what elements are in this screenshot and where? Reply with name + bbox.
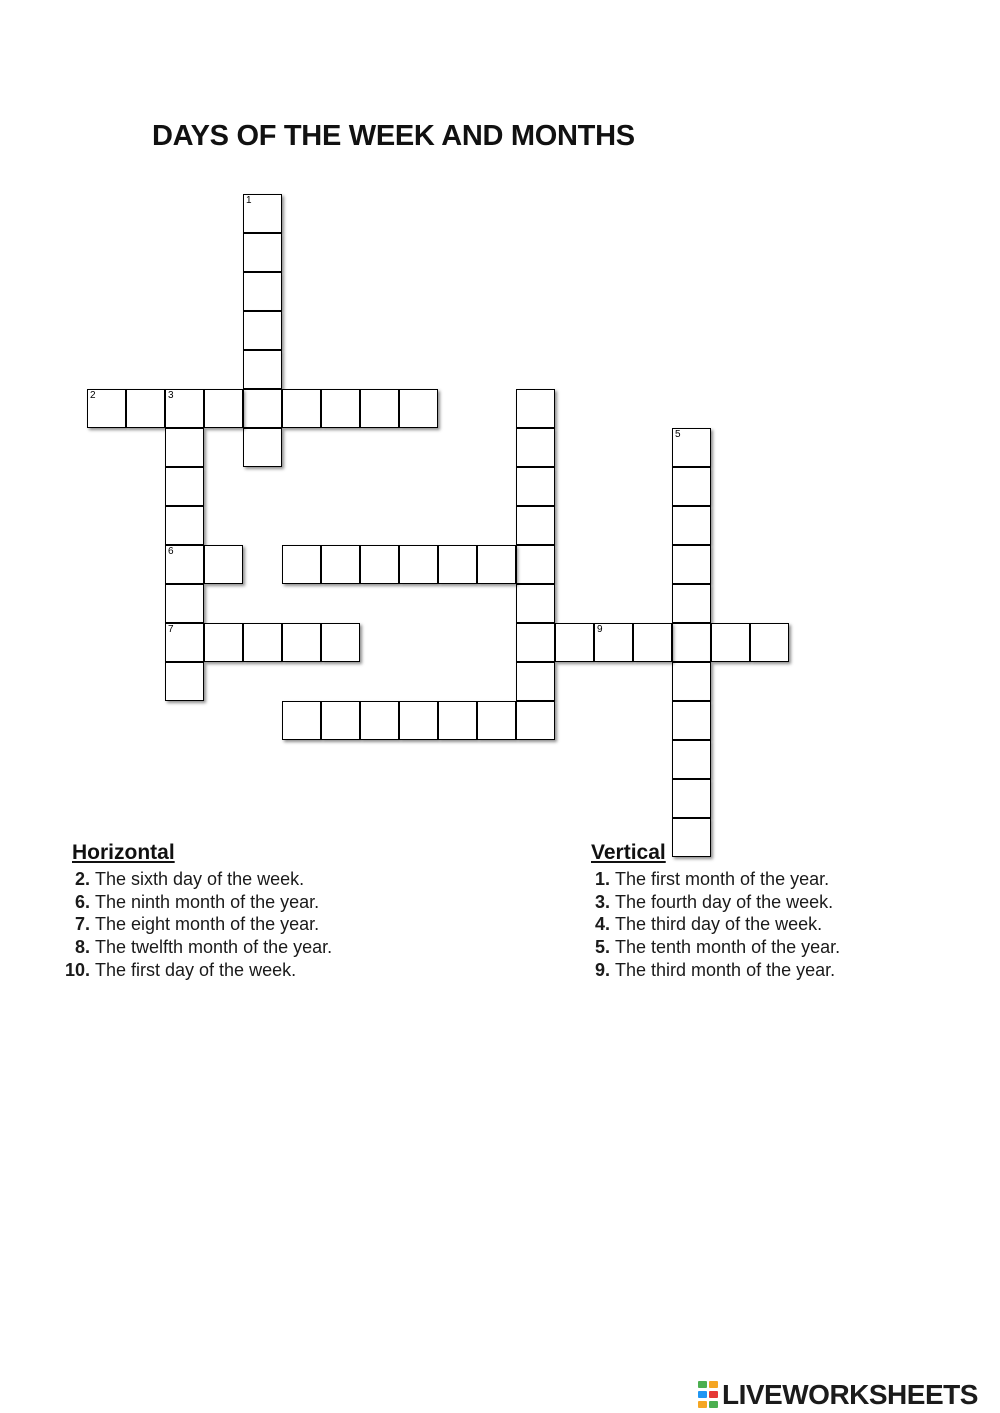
horizontal-clue: [43, 959, 332, 982]
clue-text: The sixth day of the week.: [95, 869, 305, 889]
crossword-cell[interactable]: [672, 584, 711, 623]
crossword-cell[interactable]: [633, 623, 672, 662]
clue-number: 7.: [74, 914, 90, 935]
crossword-cell[interactable]: [165, 428, 204, 467]
crossword-cell[interactable]: [555, 623, 594, 662]
clue-number: 9.: [594, 959, 610, 980]
clue-number: 2.: [74, 869, 90, 889]
crossword-cell[interactable]: [672, 818, 711, 857]
crossword-cell[interactable]: [516, 389, 555, 428]
cell-number: 7: [168, 624, 174, 635]
crossword-cell[interactable]: [282, 701, 321, 740]
vertical-clue: [577, 913, 840, 936]
crossword-cell[interactable]: [243, 428, 282, 467]
vertical-clue: [577, 936, 840, 959]
crossword-cell[interactable]: [516, 506, 555, 545]
clue-text: The fourth day of the week.: [615, 891, 834, 912]
crossword-cell[interactable]: [399, 389, 438, 428]
clue-text: The twelfth month of the year.: [95, 937, 333, 958]
clue-text: The first day of the week.: [95, 959, 297, 980]
cell-number: 1: [246, 195, 252, 206]
crossword-cell[interactable]: [165, 662, 204, 701]
crossword-cell[interactable]: [750, 623, 789, 662]
crossword-cell[interactable]: [126, 389, 165, 428]
crossword-cell[interactable]: [204, 545, 243, 584]
worksheet-title: DAYS OF THE WEEK AND MONTHS: [152, 120, 635, 152]
clue-number: 1.: [594, 869, 610, 889]
crossword-cell[interactable]: [516, 545, 555, 584]
crossword-cell[interactable]: [165, 389, 204, 428]
clue-number: 6.: [74, 891, 90, 912]
vertical-clue: [577, 959, 840, 982]
clue-text: The tenth month of the year.: [615, 937, 841, 958]
horizontal-clue: [43, 891, 332, 914]
crossword-cell[interactable]: [243, 350, 282, 389]
crossword-cell[interactable]: [282, 623, 321, 662]
horizontal-clue: [43, 913, 332, 936]
cell-number: 3: [168, 390, 174, 401]
crossword-cell[interactable]: [399, 545, 438, 584]
crossword-cell[interactable]: [360, 701, 399, 740]
horizontal-clue-list: [43, 868, 332, 982]
crossword-cell[interactable]: [516, 701, 555, 740]
crossword-cell[interactable]: [672, 545, 711, 584]
logo-text: LIVEWORKSHEETS: [722, 1379, 978, 1410]
crossword-cell[interactable]: [87, 389, 126, 428]
crossword-cell[interactable]: [516, 662, 555, 701]
crossword-cell[interactable]: [477, 545, 516, 584]
crossword-cell[interactable]: [516, 428, 555, 467]
crossword-cell[interactable]: [321, 623, 360, 662]
clue-number: 10.: [64, 959, 90, 980]
crossword-cell[interactable]: [360, 389, 399, 428]
clue-text: The third day of the week.: [615, 914, 823, 935]
crossword-cell[interactable]: [672, 740, 711, 779]
crossword-cell[interactable]: [711, 623, 750, 662]
crossword-cell[interactable]: [516, 467, 555, 506]
horizontal-clue: [43, 936, 332, 959]
cell-number: 5: [675, 429, 681, 440]
clue-text: The third month of the year.: [615, 959, 836, 980]
crossword-cell[interactable]: [204, 389, 243, 428]
crossword-cell[interactable]: [672, 467, 711, 506]
vertical-clue: [577, 868, 840, 891]
crossword-cell[interactable]: [672, 428, 711, 467]
crossword-cell[interactable]: [165, 623, 204, 662]
horizontal-heading: Horizontal: [72, 841, 175, 864]
crossword-cell[interactable]: [321, 701, 360, 740]
logo-blocks-icon: [698, 1381, 720, 1409]
vertical-clue: [577, 891, 840, 914]
cell-number: 6: [168, 546, 174, 557]
crossword-cell[interactable]: [321, 389, 360, 428]
crossword-cell[interactable]: [516, 584, 555, 623]
cell-number: 2: [90, 390, 96, 401]
clue-number: 8.: [74, 937, 90, 958]
crossword-cell[interactable]: [165, 467, 204, 506]
crossword-cell[interactable]: [477, 701, 516, 740]
liveworksheets-logo: [698, 1378, 978, 1412]
crossword-cell[interactable]: [282, 389, 321, 428]
crossword-cell[interactable]: [243, 233, 282, 272]
crossword-cell[interactable]: [243, 194, 282, 233]
crossword-cell[interactable]: [243, 389, 282, 428]
clue-number: 5.: [594, 937, 610, 958]
crossword-cell[interactable]: [165, 545, 204, 584]
cell-number: 9: [597, 624, 603, 635]
crossword-cell[interactable]: [516, 623, 555, 662]
clue-text: The first month of the year.: [615, 869, 830, 889]
crossword-cell[interactable]: [672, 662, 711, 701]
crossword-cell[interactable]: [243, 623, 282, 662]
clue-text: The ninth month of the year.: [95, 891, 320, 912]
crossword-cell[interactable]: [399, 701, 438, 740]
crossword-cell[interactable]: [282, 545, 321, 584]
crossword-cell[interactable]: [594, 623, 633, 662]
crossword-cell[interactable]: [165, 506, 204, 545]
clue-number: 3.: [594, 891, 610, 912]
crossword-cell[interactable]: [165, 584, 204, 623]
crossword-cell[interactable]: [672, 779, 711, 818]
crossword-cell[interactable]: [438, 545, 477, 584]
vertical-heading: Vertical: [591, 841, 666, 864]
clue-number: 4.: [594, 914, 610, 935]
crossword-cell[interactable]: [204, 623, 243, 662]
crossword-cell[interactable]: [321, 545, 360, 584]
crossword-cell[interactable]: [438, 701, 477, 740]
clue-text: The eight month of the year.: [95, 914, 320, 935]
crossword-cell[interactable]: [243, 311, 282, 350]
horizontal-clue: [43, 868, 332, 891]
crossword-cell[interactable]: [672, 506, 711, 545]
crossword-cell[interactable]: [243, 272, 282, 311]
crossword-cell[interactable]: [360, 545, 399, 584]
crossword-cell[interactable]: [672, 623, 711, 662]
vertical-clue-list: [577, 868, 840, 982]
crossword-cell[interactable]: [672, 701, 711, 740]
